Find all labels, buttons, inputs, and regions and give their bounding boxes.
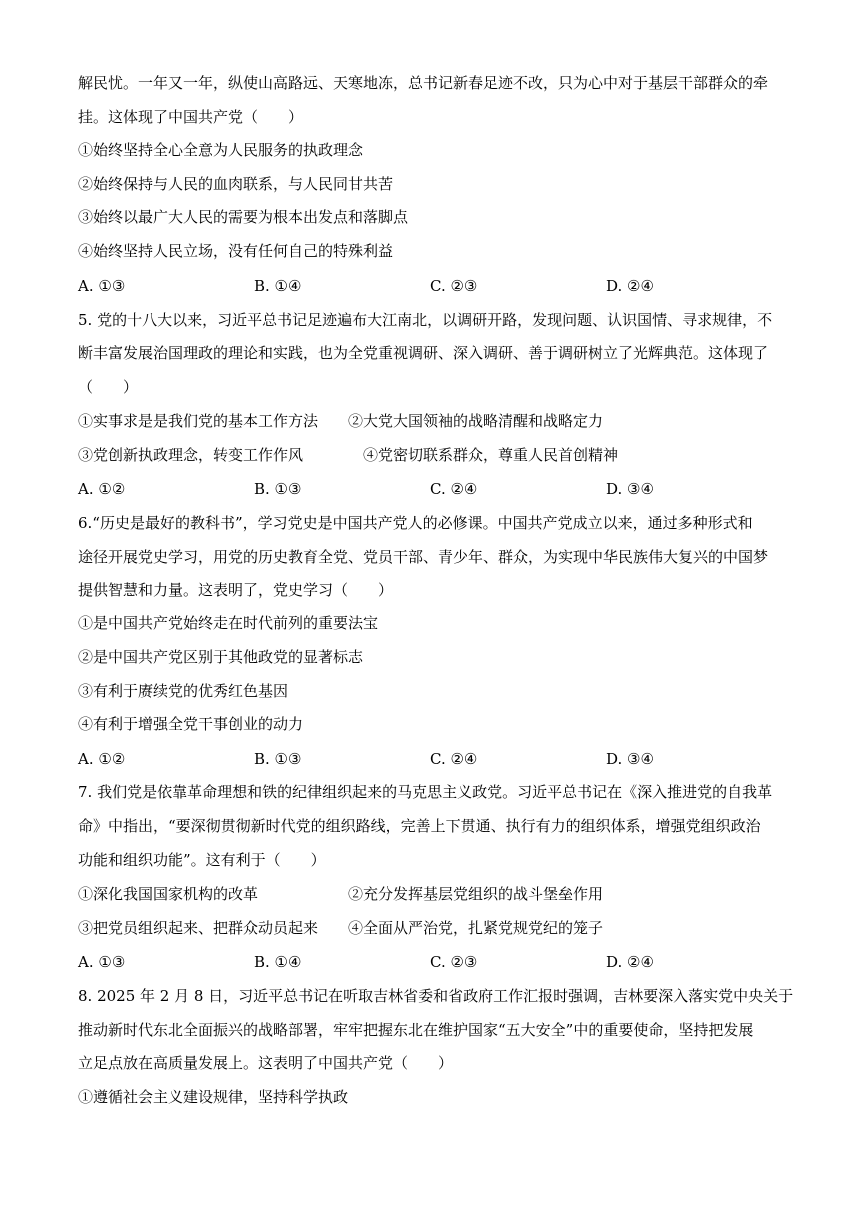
q4-statement-3: ③始终以最广大人民的需要为根本出发点和落脚点 — [78, 208, 409, 226]
q8-stem-line-3: 立足点放在高质量发展上。这表明了中国共产党（ ） — [78, 1054, 454, 1072]
q8-statement-1: ①遵循社会主义建设规律，坚持科学执政 — [78, 1088, 349, 1106]
q6-option-c: C. ②④ — [430, 750, 478, 768]
q7-statements-row-1: ①深化我国国家机构的改革 ②充分发挥基层党组织的战斗堡垒作用 — [78, 885, 604, 903]
q7-option-c: C. ②③ — [430, 953, 478, 971]
q4-statement-4: ④始终坚持人民立场，没有任何自己的特殊利益 — [78, 242, 394, 260]
q7-statements-row-2: ③把党员组织起来、把群众动员起来 ④全面从严治党，扎紧党规党纪的笼子 — [78, 919, 604, 937]
q5-stem-line-3: （ ） — [78, 378, 139, 396]
q5-statements-row-2: ③党创新执政理念，转变工作作风 ④党密切联系群众，尊重人民首创精神 — [78, 446, 619, 464]
q6-stem-line-3: 提供智慧和力量。这表明了，党史学习（ ） — [78, 581, 394, 599]
q6-statement-4: ④有利于增强全党干事创业的动力 — [78, 715, 304, 733]
q6-statement-3: ③有利于赓续党的优秀红色基因 — [78, 682, 289, 700]
q6-option-d: D. ③④ — [606, 750, 654, 768]
q6-statement-2: ②是中国共产党区别于其他政党的显著标志 — [78, 648, 364, 666]
q5-stem-line-1: 5. 党的十八大以来，习近平总书记足迹遍布大江南北，以调研开路，发现问题、认识国情、寻求规律，不 — [78, 311, 773, 329]
q6-option-a: A. ①② — [78, 750, 126, 768]
q5-stem-line-2: 断丰富发展治国理政的理论和实践，也为全党重视调研、深入调研、善于调研树立了光辉典范。这体现了 — [78, 344, 769, 362]
q4-statement-1: ①始终坚持全心全意为人民服务的执政理念 — [78, 141, 364, 159]
q5-statements-row-1: ①实事求是是我们党的基本工作方法 ②大党大国领袖的战略清醒和战略定力 — [78, 412, 604, 430]
q4-option-a: A. ①③ — [78, 277, 126, 295]
q4-option-d: D. ②④ — [606, 277, 654, 295]
q7-stem-line-3: 功能和组织功能”。这有利于（ ） — [78, 851, 326, 869]
q7-option-d: D. ②④ — [606, 953, 654, 971]
q5-option-d: D. ③④ — [606, 480, 654, 498]
q6-stem-line-2: 途径开展党史学习，用党的历史教育全党、党员干部、青少年、群众，为实现中华民族伟大复兴的中国梦 — [78, 548, 769, 566]
q7-option-a: A. ①③ — [78, 953, 126, 971]
q6-statement-1: ①是中国共产党始终走在时代前列的重要法宝 — [78, 614, 379, 632]
q7-option-b: B. ①④ — [254, 953, 302, 971]
q6-stem-line-1: 6.“历史是最好的教科书”，学习党史是中国共产党人的必修课。中国共产党成立以来，通过多种形式和 — [78, 514, 753, 532]
q4-stem-line-2: 挂。这体现了中国共产党（ ） — [78, 108, 304, 126]
q4-option-b: B. ①④ — [254, 277, 302, 295]
q7-stem-line-1: 7. 我们党是依靠革命理想和铁的纪律组织起来的马克思主义政党。习近平总书记在《深入推进党的自我革 — [78, 783, 773, 801]
q5-option-b: B. ①③ — [254, 480, 302, 498]
q7-stem-line-2: 命》中指出，“要深彻贯彻新时代党的组织路线，完善上下贯通、执行有力的组织体系，增强党组织政治 — [78, 817, 761, 835]
q6-option-b: B. ①③ — [254, 750, 302, 768]
q5-option-a: A. ①② — [78, 480, 126, 498]
q4-stem-line-1: 解民忧。一年又一年，纵使山高路远、天寒地冻，总书记新春足迹不改，只为心中对于基层干部群众的牵 — [78, 74, 769, 92]
q8-stem-line-2: 推动新时代东北全面振兴的战略部署，牢牢把握东北在维护国家“五大安全”中的重要使命，坚持把发展 — [78, 1021, 754, 1039]
q8-stem-line-1: 8. 2025 年 2 月 8 日，习近平总书记在听取吉林省委和省政府工作汇报时强调，吉林要深入落实党中央关于 — [78, 987, 794, 1005]
q5-option-c: C. ②④ — [430, 480, 478, 498]
q4-option-c: C. ②③ — [430, 277, 478, 295]
q4-statement-2: ②始终保持与人民的血肉联系，与人民同甘共苦 — [78, 175, 394, 193]
